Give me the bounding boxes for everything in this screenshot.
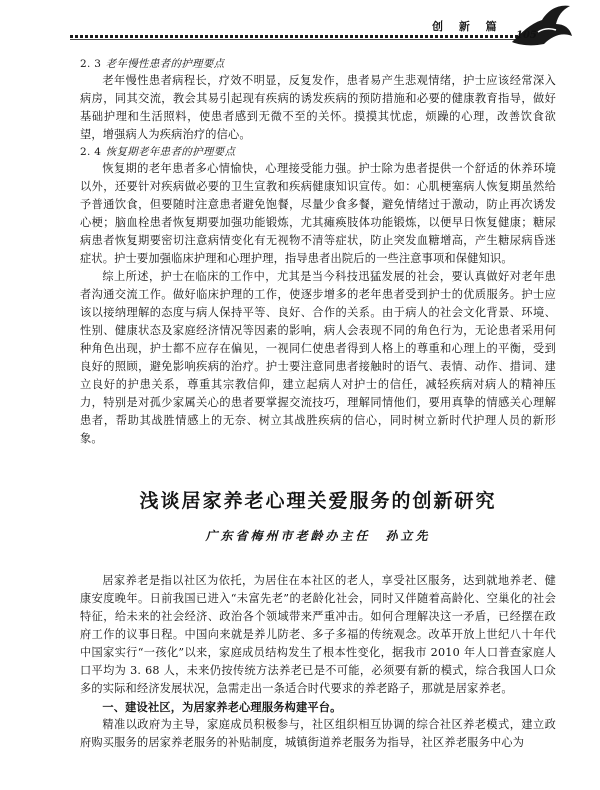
article-title: 浅谈居家养老心理关爱服务的创新研究 (139, 490, 497, 512)
paragraph-community: 精准以政府为主导，家庭成员积极参与，社区组织相互协调的综合社区养老模式，建立政府购买服务的居家养老服务的补贴制度，城镇街道养老服务为指导，社区养老服务中心为 (80, 718, 556, 749)
header-rule (70, 35, 525, 38)
subheading-community: 一、建设社区，为居家养老心理服务构建平台。 (102, 700, 342, 714)
paragraph-summary: 综上所述，护士在临床的工作中，尤其是当今科技迅猛发展的社会，要认真做好对老年患者沟通交流工作。做好临床护理的工作，使逐步增多的老年患者受到护士的优质服务。护士应该以接纳理解的态度与病人保持平等、良好、合作的关系。由于病人的社会文化背景、环境、性别、健康状态及家庭经济情况等因素的影响，病人会表现不同的角色行为，无论患者采用何种角色出现，护士都不应存在偏见，一视同仁使患者得到人格上的尊重和心理上的平衡，受到良好的照顾，避免影响疾病的治疗。护士要注意同患者接触时的语气、表情、动作、措词、建立良好的护患关系，尊重其宗教信仰，建立起病人对护士的信任，减轻疾病对病人的精神压力，特别是对孤少家属关心的患者要掌握交流技巧，理解同情他们，要用真挚的情感关心理解患者，帮助其战胜情感上的无奈、树立其战胜疾病的信心，同时树立新时代护理人员的新形象。 (80, 270, 556, 445)
section-title: 恢复期老年患者的护理要点 (105, 146, 236, 158)
section-name: 创 新 篇 (432, 20, 503, 33)
bird-logo-icon (508, 2, 574, 48)
section-heading-2-4 (80, 144, 556, 160)
header-rule-thin (70, 39, 525, 40)
section-number: 2. 4 (80, 146, 102, 158)
page-header (0, 0, 600, 50)
paragraph-intro: 居家养老是指以社区为依托，为居住在本社区的老人，享受社区服务，达到就地养老、健康安度晚年。日前我国已进入“未富先老”的老龄化社会，同时又伴随着高龄化、空巢化的社会特征，给未来的社会经济、政治各个领域带来严重冲击。如何合理解决这一矛盾，已经摆在政府工作的议事日程。中国向来就是养儿防老、多子多福的传统观念。改革开放上世纪八十年代中国家实行“一孩化”以来，家庭成员结构发生了根本性变化，据我市 2010 年人口普查家庭人口平均为 3. 68 人，未来仍按传统方法养老已是不可能，必须要有新的模式，综合我国人口众多的实际和经济发展状况，急需走出一条适合时代要求的养老路子，那就是居家养老。 (80, 574, 556, 695)
section-number: 2. 3 (80, 58, 102, 70)
article-body (80, 572, 556, 752)
article-author: 广东省梅州市老龄办主任 孙立先 (205, 529, 431, 543)
paragraph-chronic-patients: 老年慢性患者病程长，疗效不明显，反复发作，患者易产生悲观情绪，护士应该经常深入病房，同其交流，教会其易引起现有疾病的诱发疾病的预防措施和必要的健康教育指导，做好基础护理和生活照料，使患者感到无微不至的关怀。摸摸其忧虑，烦躁的心理，改善饮食欲望，增强病人为疾病治疗的信心。 (80, 74, 556, 141)
section-title: 老年慢性患者的护理要点 (105, 58, 225, 70)
paragraph-recovery-patients: 恢复期的老年患者多心情愉快，心理接受能力强。护士除为患者提供一个舒适的休养环境以外，还要针对疾病做必要的卫生宣教和疾病健康知识宣传。如：心肌梗塞病人恢复期虽然给予普通饮食，但要随时注意患者避免饱餐，尽量少食多餐，避免情绪过于激动，防止再次诱发心梗；脑血栓患者恢复期要加强功能锻炼，尤其瘫痪肢体功能锻炼，以便早日恢复健康；糖尿病患者恢复期要密切注意病情变化有无视物不清等症状，防止突发血糖增高，产生糖尿病昏迷症状。护士要加强临床护理和心理护理，指导患者出院后的一些注意事项和保健知识。 (80, 162, 556, 265)
article-title-block (80, 486, 556, 544)
section-heading-2-3 (80, 56, 556, 72)
page-number: 105 (516, 30, 537, 41)
prior-article-body (80, 56, 556, 448)
